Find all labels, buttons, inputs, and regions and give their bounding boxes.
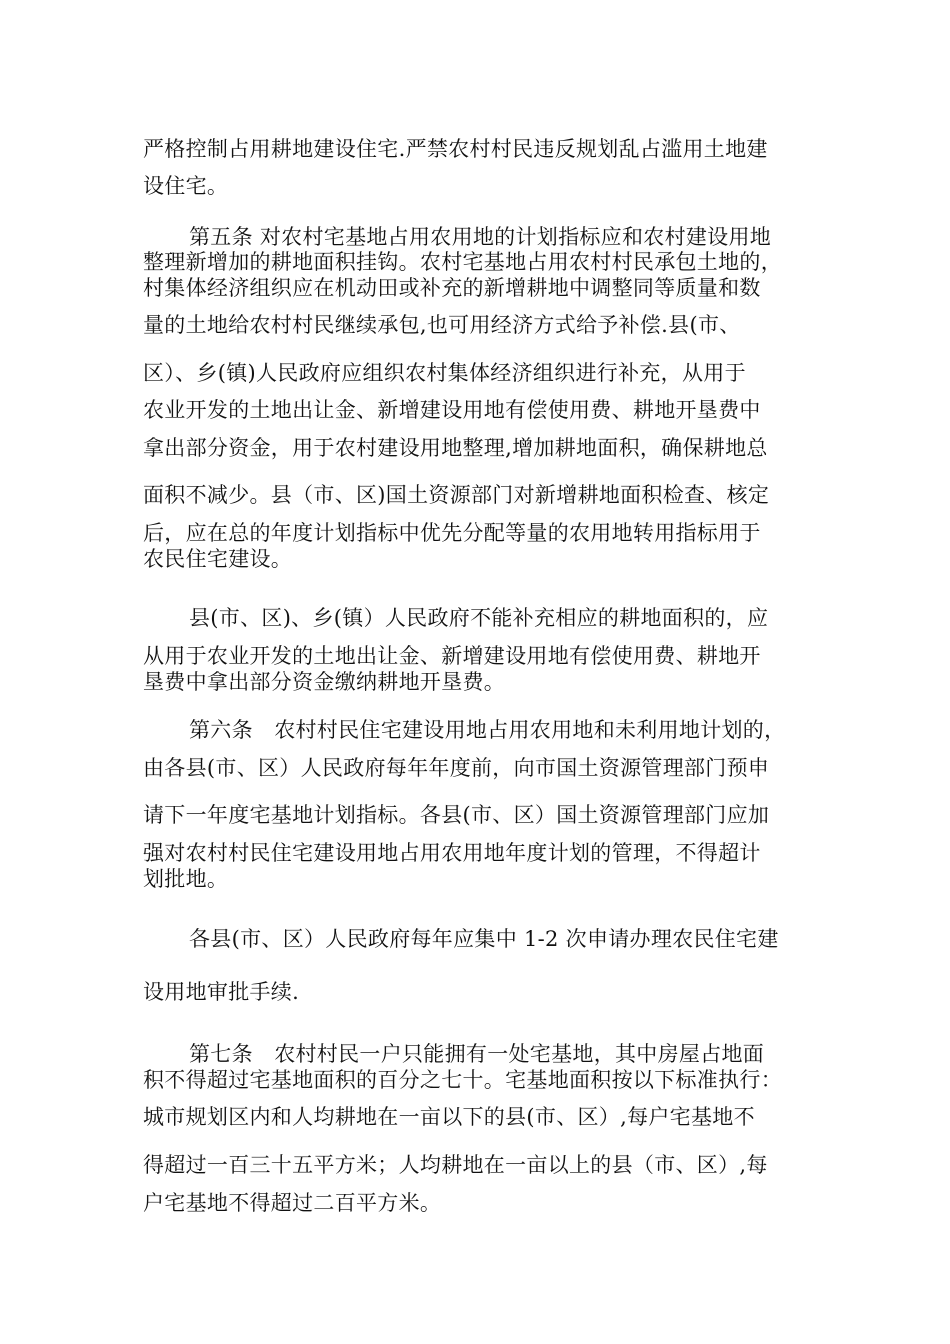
- text-line: 设住宅。: [143, 174, 229, 198]
- paragraph-start-line: 各县(市、区）人民政府每年应集中 1-2 次申请办理农民住宅建: [189, 927, 779, 951]
- text-line: 强对农村村民住宅建设用地占用农用地年度计划的管理，不得超计: [143, 841, 761, 865]
- text-line: 积不得超过宅基地面积的百分之七十。宅基地面积按以下标准执行：: [143, 1068, 782, 1092]
- article-6-heading-line: 第六条 农村村民住宅建设用地占用农用地和未利用地计划的，: [189, 718, 786, 742]
- text-line: 区）、乡(镇)人民政府应组织农村集体经济组织进行补充，从用于: [143, 361, 746, 385]
- text-line: 村集体经济组织应在机动田或补充的新增耕地中调整同等质量和数: [143, 276, 761, 300]
- text-line: 从用于农业开发的土地出让金、新增建设用地有偿使用费、耕地开: [143, 644, 761, 668]
- text-line: 农业开发的土地出让金、新增建设用地有偿使用费、耕地开垦费中: [143, 398, 761, 422]
- text-line: 农民住宅建设。: [143, 547, 293, 571]
- paragraph-start-line: 县(市、区)、乡(镇）人民政府不能补充相应的耕地面积的，应: [189, 606, 769, 630]
- text-line: 由各县(市、区）人民政府每年年度前，向市国土资源管理部门预申: [143, 756, 770, 780]
- article-7-heading-line: 第七条 农村村民一户只能拥有一处宅基地，其中房屋占地面: [189, 1042, 765, 1066]
- text-line: 得超过一百三十五平方米；人均耕地在一亩以上的县（市、区）,每: [143, 1153, 768, 1177]
- text-line: 拿出部分资金，用于农村建设用地整理,增加耕地面积，确保耕地总: [143, 436, 768, 460]
- text-line: 户宅基地不得超过二百平方米。: [143, 1191, 442, 1215]
- text-line: 后，应在总的年度计划指标中优先分配等量的农用地转用指标用于: [143, 521, 761, 545]
- text-line: 整理新增加的耕地面积挂钩。农村宅基地占用农村村民承包土地的，: [143, 250, 782, 274]
- text-line: 请下一年度宅基地计划指标。各县(市、区）国土资源管理部门应加: [143, 803, 770, 827]
- text-line: 面积不减少。县（市、区)国土资源部门对新增耕地面积检查、核定: [143, 483, 770, 507]
- text-line: 垦费中拿出部分资金缴纳耕地开垦费。: [143, 670, 506, 694]
- text-line: 量的土地给农村村民继续承包,也可用经济方式给予补偿.县(市、: [143, 313, 741, 337]
- text-line: 城市规划区内和人均耕地在一亩以下的县(市、区）,每户宅基地不: [143, 1105, 755, 1129]
- article-5-heading-line: 第五条 对农村宅基地占用农用地的计划指标应和农村建设用地: [189, 225, 772, 249]
- text-line: 设用地审批手续.: [143, 980, 300, 1004]
- text-line: 划批地。: [143, 867, 229, 891]
- text-line: 严格控制占用耕地建设住宅.严禁农村村民违反规划乱占滥用土地建: [143, 137, 768, 161]
